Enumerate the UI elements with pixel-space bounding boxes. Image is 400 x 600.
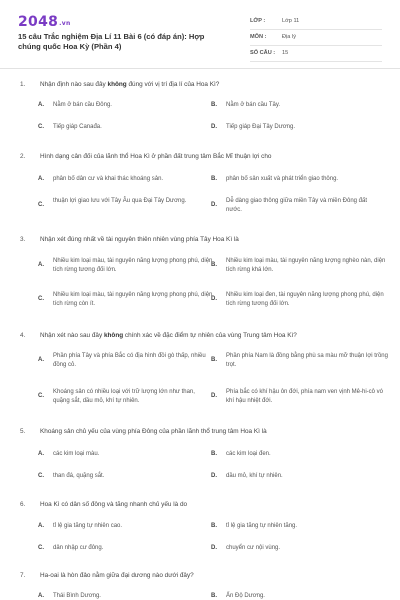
site-logo[interactable] [18,14,71,30]
option-label: D. [211,202,217,208]
logo-text: 2048 [18,14,59,30]
question-text-part: Nhận định nào sau đây [40,81,108,88]
meta-grade [250,14,382,30]
meta-label: MÔN : [250,34,267,40]
option-label: D. [211,545,217,551]
logo-suffix: .vn [59,20,71,27]
question-text [20,501,390,508]
option-text: Phía bắc có khí hậu ôn đới, phía nam ven vịnh Mê-hi-cô vó khí hậu nhiệt đới. [226,389,384,404]
option-label: C. [38,473,44,479]
meta-question-count [250,46,382,62]
question-text [20,428,390,435]
question-text-part: chính xác về đặc điểm tự nhiên của vùng Trung tâm Hoa Kì? [123,332,297,339]
question-text-part: Ha-oai là hòn đảo nằm giữa đại dương nào dưới đây? [40,572,194,579]
page-header [0,0,400,64]
option-label: C. [38,124,44,130]
question-emphasis: không [107,81,127,88]
option-text: Tiếp giáp Đại Tây Dương. [226,124,295,130]
meta-value: Địa lý [282,34,296,40]
question-text-part: Hoa Kì có dân số đông và tăng nhanh chủ yếu là do [40,501,188,508]
option-label: B. [211,262,217,268]
option-label: D. [211,124,217,130]
option-label: A. [38,102,44,108]
option-label: B. [211,593,217,599]
option-text: Nằm ở bán cầu Đông. [53,102,112,108]
question-text-part: Nhận xét nào sau đây [40,332,104,339]
option-text: tỉ lệ gia tăng tự nhiên cao. [53,523,123,529]
option-text: Nhiều kim loại màu, tài nguyên năng lượng phong phú, diện tích rừng còn ít. [53,292,213,307]
question-number: 4. [20,332,26,339]
option-label: A. [38,176,44,182]
option-label: A. [38,451,44,457]
option-label: A. [38,593,44,599]
option-label: C. [38,296,44,302]
option-text: chuyển cư nội vùng. [226,545,281,551]
meta-value: 15 [282,50,289,56]
option-text: phân bố sản xuất và phát triển giao thông. [226,176,339,182]
meta-label: LỚP : [250,18,266,24]
option-text: Thái Bình Dương. [53,593,101,599]
meta-subject [250,30,382,46]
document-meta [250,14,382,62]
meta-label: SỐ CÂU : [250,50,276,56]
option-text: than đá, quặng sắt. [53,473,105,479]
option-text: tỉ lệ gia tăng tự nhiên tăng. [226,523,298,529]
option-label: D. [211,296,217,302]
option-label: B. [211,176,217,182]
option-text: Phần phía Tây và phía Bắc có địa hình đồi gò thấp, nhiều đồng cỏ. [53,353,206,368]
option-text: Nằm ở bán cầu Tây. [226,102,281,108]
option-label: C. [38,202,44,208]
option-text: dân nhập cư đông. [53,545,104,551]
option-text: Nhiều kim loại màu, tài nguyên năng lượng phong phú, diện tích rừng tương đối lớn. [53,258,213,273]
option-label: D. [211,393,217,399]
question-number: 1. [20,81,26,88]
question-number: 7. [20,572,26,579]
option-text: phân bố dân cư và khai thác khoáng sản. [53,176,164,182]
option-text: Khoáng sản có nhiều loại với trữ lượng lớn như than, quặng sắt, dầu mỏ, khí tự nhiên. [53,389,195,404]
header-divider [0,68,400,69]
option-text: Ấn Độ Dương. [226,593,265,599]
option-label: A. [38,523,44,529]
question-number: 2. [20,153,26,160]
question-text [20,572,390,579]
document-title: 15 câu Trắc nghiệm Địa Lí 11 Bài 6 (có đáp án): Hợp chúng quốc Hoa Kỳ (Phần 4) [18,32,205,51]
option-label: C. [38,545,44,551]
option-text: Dễ dàng giao thông giữa miền Tây và miền Đông đất nước. [226,198,367,213]
option-text: thuận lợi giao lưu với Tây Âu qua Đại Tây Dương. [53,198,187,204]
option-text: Phần phía Nam là đồng bằng phù sa màu mỡ thuận lợi trồng trọt. [226,353,388,368]
question-emphasis: không [103,332,124,339]
option-label: B. [211,357,217,363]
question-text-part: Hình dạng cân đối của lãnh thổ Hoa Kì ở phần đất trung tâm Bắc Mĩ thuận lợi cho [40,153,272,160]
question-text-part: Khoáng sản chủ yếu của vùng phía Đông của phần lãnh thổ trung tâm Hoa Kì là [40,428,267,435]
option-text: dầu mỏ, khí tự nhiên. [226,473,283,479]
question-number: 5. [20,428,26,435]
option-text: Tiếp giáp Canađa. [53,124,102,130]
option-label: D. [211,473,217,479]
option-text: các kim loại màu. [53,451,100,457]
meta-value: Lớp 11 [282,18,300,24]
question-text [20,81,390,88]
question-text [20,153,390,160]
question-number: 3. [20,236,26,243]
option-label: B. [211,451,217,457]
option-label: A. [38,262,44,268]
option-label: A. [38,357,44,363]
question-number: 6. [20,501,26,508]
option-label: C. [38,393,44,399]
option-text: các kim loại đen. [226,451,271,457]
option-label: B. [211,102,217,108]
question-text-part: đúng với vị trí địa lí của Hoa Kì? [126,81,220,88]
option-label: B. [211,523,217,529]
option-text: Nhiều kim loại đen, tài nguyên năng lượng phong phú, diện tích rừng tương đối lớn. [226,292,384,307]
question-text [20,332,390,339]
option-text: Nhiều kim loại màu, tài nguyên năng lượng nghèo nàn, diện tích rừng khá lớn. [226,258,386,273]
question-text [20,236,390,243]
question-text-part: Nhận xét đúng nhất về tài nguyên thiên nhiên vùng phía Tây Hoa Kì là [40,236,239,243]
